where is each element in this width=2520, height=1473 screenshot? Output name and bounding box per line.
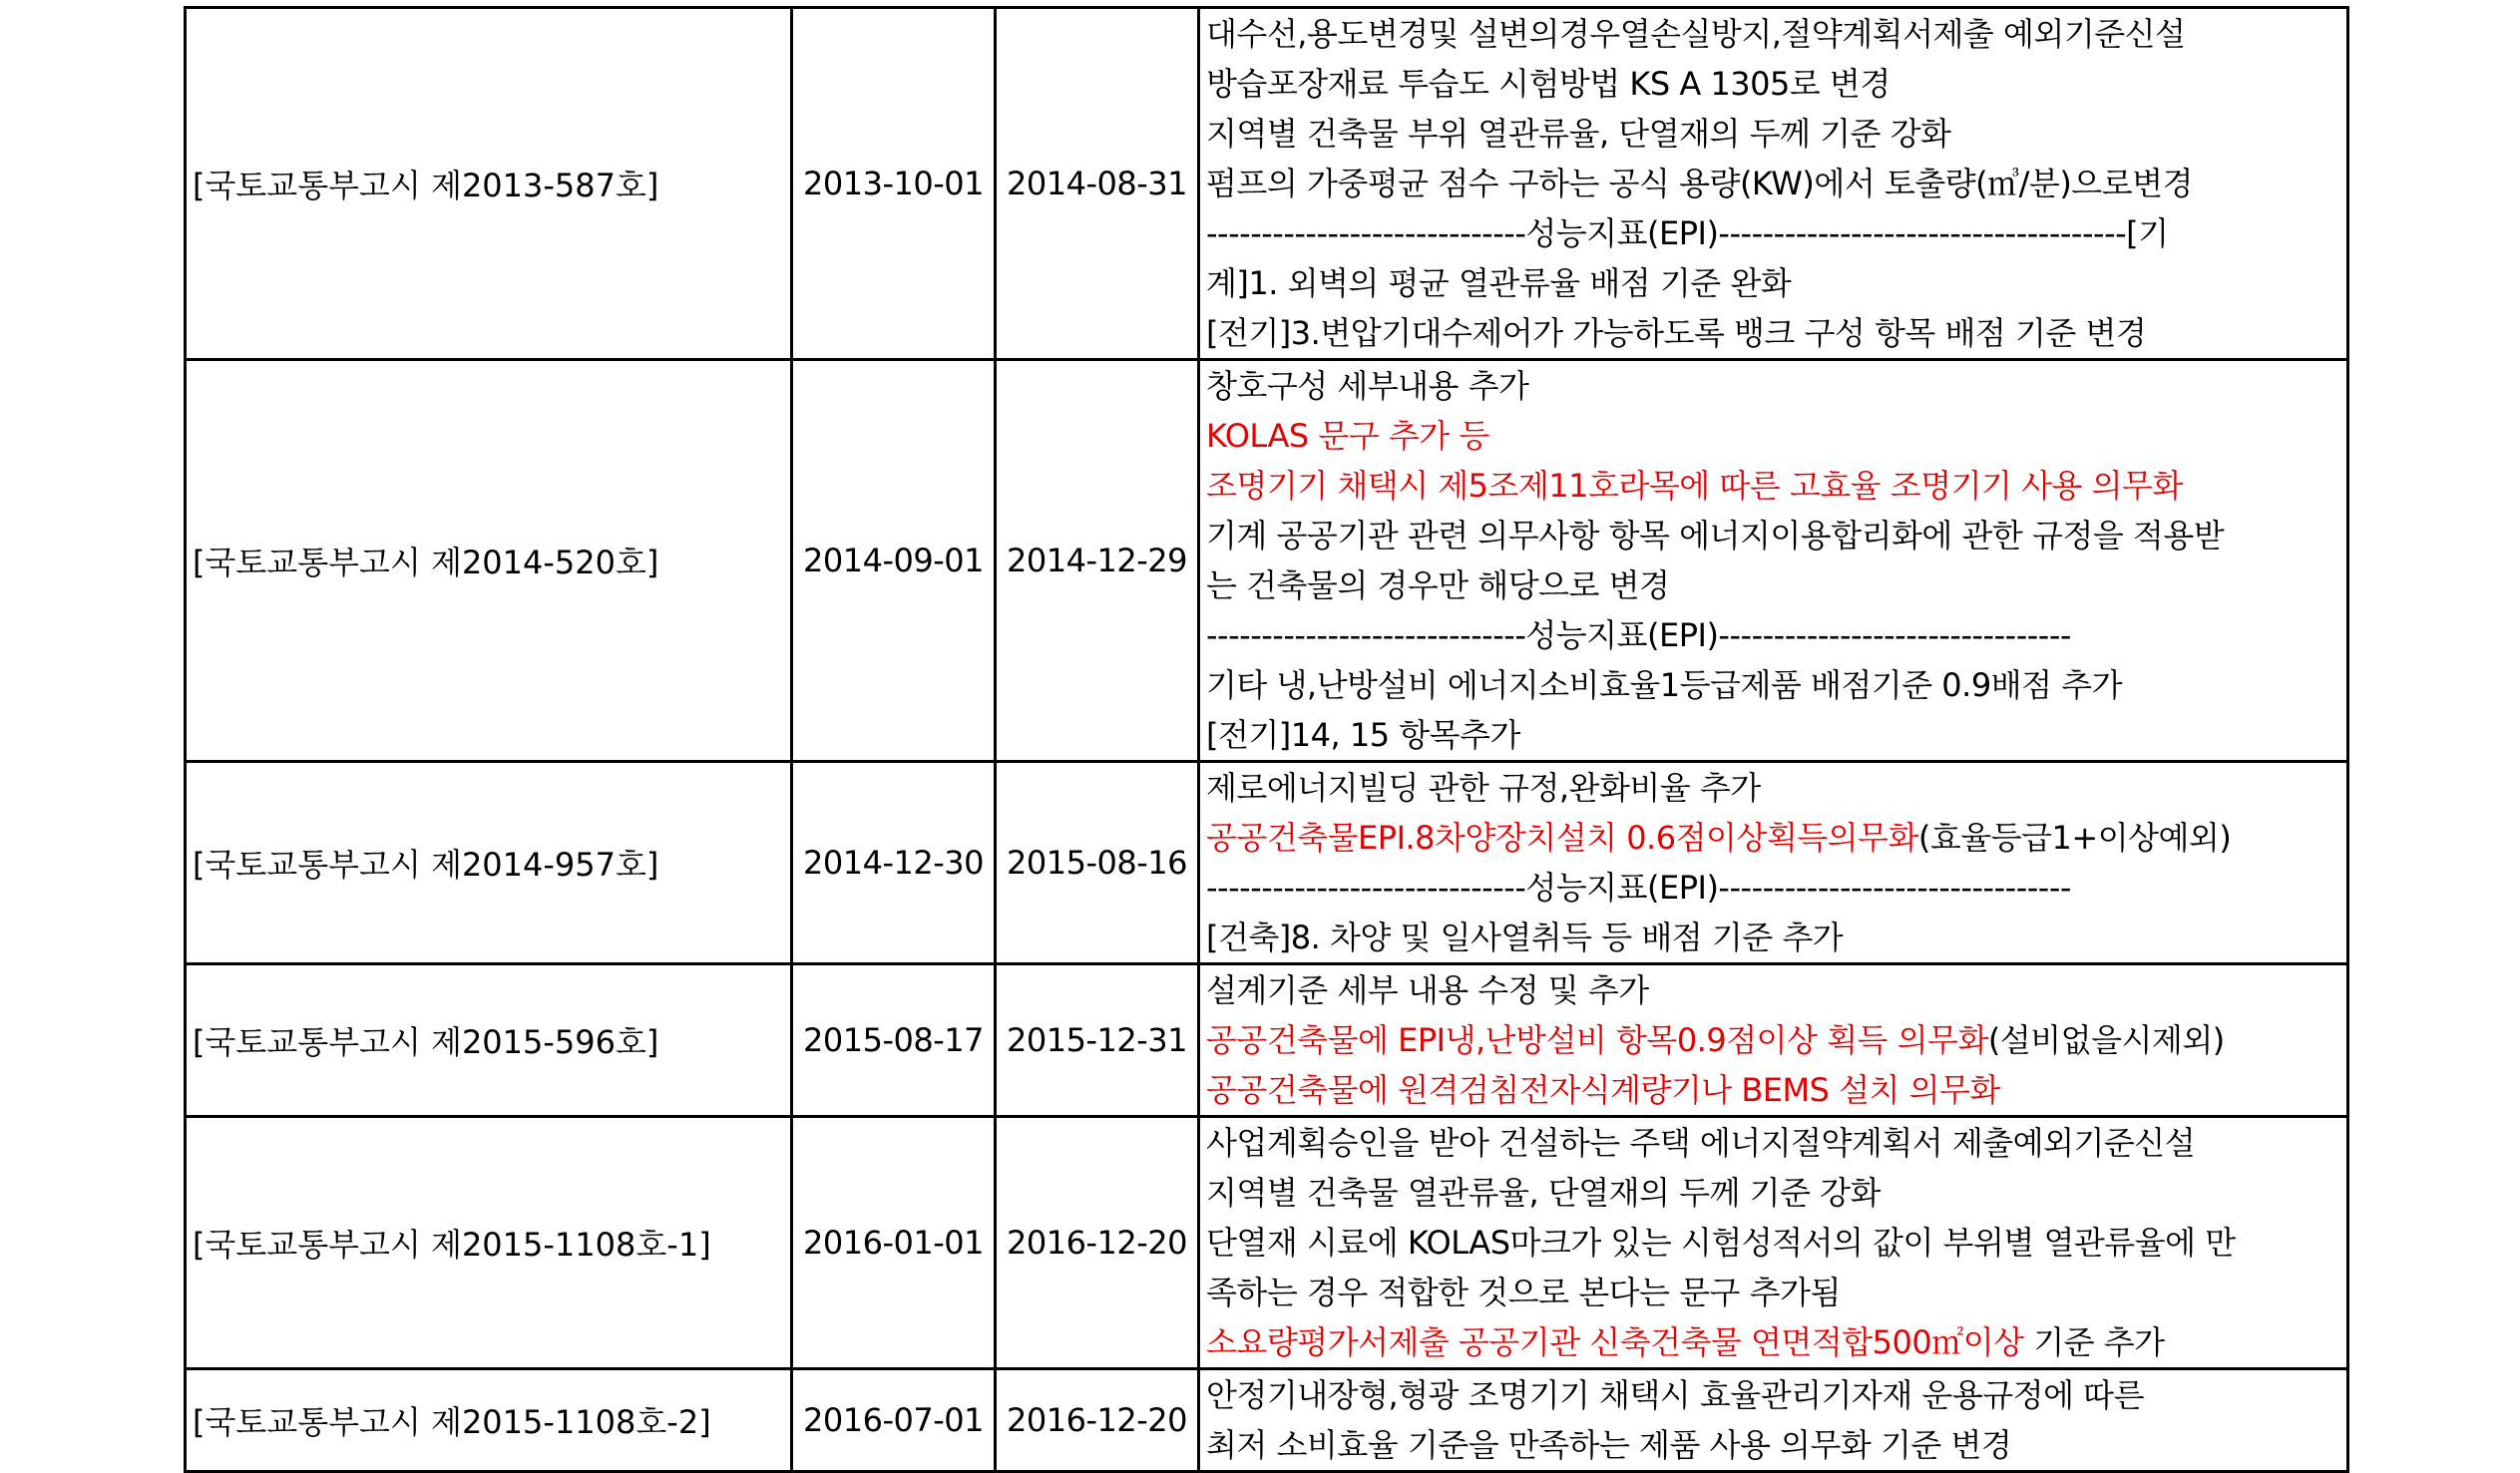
content-line — [1206, 461, 2346, 511]
content-text: 기타 냉,난방설비 에너지소비효율1등급제품 배점기준 0.9배점 추가 — [1206, 666, 2122, 704]
content-text: 설계기준 세부 내용 수정 및 추가 — [1206, 971, 1649, 1009]
content-line — [1206, 1218, 2346, 1268]
content-line — [1206, 411, 2346, 461]
content-text: -----------------------------성능지표(EPI)-------------------------------- — [1206, 869, 2071, 907]
content-line — [1206, 258, 2346, 308]
notice-revision-table — [184, 6, 2349, 1473]
revision-content-cell — [1199, 762, 2348, 964]
content-text: 지역별 건축물 부위 열관류율, 단열재의 두께 기준 강화 — [1206, 115, 1951, 153]
content-text: 제로에너지빌딩 관한 규정,완화비율 추가 — [1206, 769, 1761, 807]
highlighted-text: KOLAS 문구 추가 등 — [1206, 417, 1489, 455]
content-line — [1206, 361, 2346, 411]
content-line — [1206, 109, 2346, 159]
table-row — [186, 1369, 2348, 1472]
content-text: 기준 추가 — [2023, 1323, 2165, 1361]
content-text: 기계 공공기관 관련 의무사항 항목 에너지이용합리화에 관한 규정을 적용받 — [1206, 517, 2225, 554]
notice-number-cell: [국토교통부고시 제2015-1108호-1] — [186, 1117, 792, 1369]
content-line — [1206, 511, 2346, 560]
content-line — [1206, 1118, 2346, 1168]
content-line — [1206, 965, 2346, 1015]
start-date-cell: 2015-08-17 — [792, 964, 996, 1117]
notice-number-cell: [국토교통부고시 제2014-957호] — [186, 762, 792, 964]
content-text: 계]1. 외벽의 평균 열관류율 배점 기준 완화 — [1206, 264, 1792, 302]
content-text: -----------------------------성능지표(EPI)-------------------------------------[기 — [1206, 214, 2169, 252]
revision-content-cell — [1199, 360, 2348, 762]
content-text: (효율등급1+이상예외) — [1917, 819, 2232, 857]
notice-number-cell: [국토교통부고시 제2014-520호] — [186, 360, 792, 762]
content-line — [1206, 813, 2346, 863]
start-date-cell: 2014-09-01 — [792, 360, 996, 762]
content-line — [1206, 208, 2346, 258]
start-date-cell: 2014-12-30 — [792, 762, 996, 964]
content-text: 지역별 건축물 열관류율, 단열재의 두께 기준 강화 — [1206, 1174, 1881, 1212]
content-text: [전기]14, 15 항목추가 — [1206, 716, 1520, 754]
table-row — [186, 964, 2348, 1117]
content-text: 는 건축물의 경우만 해당으로 변경 — [1206, 566, 1670, 604]
table-row — [186, 762, 2348, 964]
content-text: 단열재 시료에 KOLAS마크가 있는 시험성적서의 값이 부위별 열관류율에 만 — [1206, 1224, 2236, 1262]
highlighted-text: 소요량평가서제출 공공기관 신축건축물 연면적합500㎡이상 — [1206, 1323, 2024, 1361]
content-line — [1206, 1317, 2346, 1367]
content-line — [1206, 308, 2346, 358]
end-date-cell: 2014-08-31 — [996, 8, 1199, 360]
notice-number-cell: [국토교통부고시 제2013-587호] — [186, 8, 792, 360]
end-date-cell: 2014-12-29 — [996, 360, 1199, 762]
content-line — [1206, 59, 2346, 109]
table-row — [186, 360, 2348, 762]
content-text: 펌프의 가중평균 점수 구하는 공식 용량(KW)에서 토출량(㎥/분)으로변경 — [1206, 165, 2193, 202]
content-line — [1206, 913, 2346, 962]
content-text: [건축]8. 차양 및 일사열취득 등 배점 기준 추가 — [1206, 919, 1844, 956]
content-line — [1206, 9, 2346, 59]
table-row — [186, 8, 2348, 360]
content-line — [1206, 560, 2346, 610]
content-line — [1206, 159, 2346, 208]
content-line — [1206, 710, 2346, 760]
content-text: 사업계획승인을 받아 건설하는 주택 에너지절약계획서 제출예외기준신설 — [1206, 1124, 2196, 1162]
content-line — [1206, 1168, 2346, 1218]
notice-number-cell: [국토교통부고시 제2015-596호] — [186, 964, 792, 1117]
start-date-cell: 2013-10-01 — [792, 8, 996, 360]
highlighted-text: 공공건축물에 EPI냉,난방설비 항목0.9점이상 획득 의무화 — [1206, 1021, 1988, 1059]
revision-content-cell — [1199, 964, 2348, 1117]
revision-content-cell — [1199, 1369, 2348, 1472]
highlighted-text: 공공건축물EPI.8차양장치설치 0.6점이상획득의무화 — [1206, 819, 1918, 857]
content-text: [전기]3.변압기대수제어가 가능하도록 뱅크 구성 항목 배점 기준 변경 — [1206, 314, 2147, 352]
highlighted-text: 공공건축물에 원격검침전자식계량기나 BEMS 설치 의무화 — [1206, 1071, 2000, 1109]
content-text: 족하는 경우 적합한 것으로 본다는 문구 추가됨 — [1206, 1274, 1841, 1311]
end-date-cell: 2016-12-20 — [996, 1369, 1199, 1472]
table-body — [186, 8, 2348, 1472]
end-date-cell: 2015-12-31 — [996, 964, 1199, 1117]
content-line — [1206, 1370, 2346, 1420]
content-line — [1206, 610, 2346, 660]
revision-content-cell — [1199, 1117, 2348, 1369]
content-text: 최저 소비효율 기준을 만족하는 제품 사용 의무화 기준 변경 — [1206, 1426, 2012, 1464]
content-line — [1206, 1015, 2346, 1065]
content-text: 창호구성 세부내용 추가 — [1206, 367, 1529, 405]
start-date-cell: 2016-07-01 — [792, 1369, 996, 1472]
content-text: 안정기내장형,형광 조명기기 채택시 효율관리기자재 운용규정에 따른 — [1206, 1376, 2144, 1414]
content-line — [1206, 863, 2346, 913]
content-line — [1206, 1420, 2346, 1470]
content-text: 방습포장재료 투습도 시험방법 KS A 1305로 변경 — [1206, 65, 1890, 103]
end-date-cell: 2016-12-20 — [996, 1117, 1199, 1369]
content-line — [1206, 1065, 2346, 1115]
content-text: 대수선,용도변경및 설변의경우열손실방지,절약계획서제출 예외기준신설 — [1206, 15, 2186, 53]
table-row — [186, 1117, 2348, 1369]
content-text: -----------------------------성능지표(EPI)-------------------------------- — [1206, 616, 2071, 654]
start-date-cell: 2016-01-01 — [792, 1117, 996, 1369]
content-line — [1206, 1268, 2346, 1317]
content-text: (설비없을시제외) — [1987, 1021, 2225, 1059]
highlighted-text: 조명기기 채택시 제5조제11호라목에 따른 고효율 조명기기 사용 의무화 — [1206, 467, 2183, 505]
end-date-cell: 2015-08-16 — [996, 762, 1199, 964]
content-line — [1206, 660, 2346, 710]
notice-number-cell: [국토교통부고시 제2015-1108호-2] — [186, 1369, 792, 1472]
content-line — [1206, 763, 2346, 813]
revision-content-cell — [1199, 8, 2348, 360]
